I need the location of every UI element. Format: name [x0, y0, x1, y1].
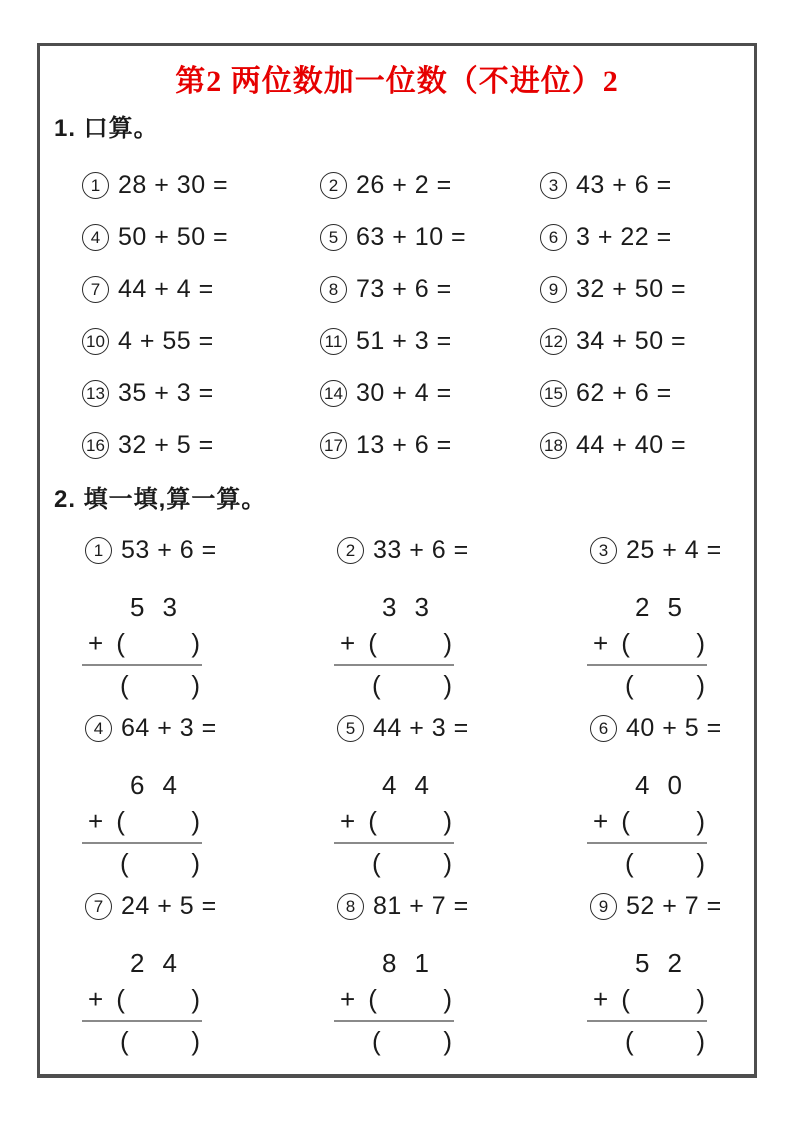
fill-problem: [337, 535, 590, 713]
problem-number-circle: 18: [540, 432, 567, 459]
answer-blank-row: [372, 669, 452, 701]
fill-problems-grid: [85, 535, 754, 1069]
problem-number-circle: 10: [82, 328, 109, 355]
ones-digit: 0: [667, 770, 682, 800]
tens-digit: 3: [382, 592, 397, 622]
addend-digits: [88, 770, 200, 800]
vertical-addition-block: [340, 770, 452, 879]
close-paren: ): [191, 628, 200, 658]
addend-digits: [88, 948, 200, 978]
close-paren: ): [443, 628, 452, 658]
problem-number-circle: 3: [540, 172, 567, 199]
fill-problem-equation: [590, 535, 754, 565]
plus-blank-row: [340, 984, 452, 1014]
close-paren: ): [191, 670, 200, 700]
problem-number-circle: 3: [590, 537, 617, 564]
section1-heading: 1. 口算。: [54, 115, 159, 142]
problem-expression: 44 + 4 =: [118, 274, 214, 303]
problem-expression: 73 + 6 =: [356, 274, 452, 303]
problem-number-circle: 2: [320, 172, 347, 199]
fill-problem: [85, 535, 337, 713]
ones-digit: 4: [162, 770, 177, 800]
sum-rule-line: [334, 664, 454, 666]
fill-problem-equation: [590, 713, 754, 743]
fill-problem: [590, 891, 754, 1069]
close-paren: ): [696, 848, 705, 878]
close-paren: ): [443, 670, 452, 700]
page-title: 第2 两位数加一位数（不进位）2: [175, 65, 619, 98]
oral-problem: [540, 159, 754, 211]
problem-number-circle: 13: [82, 380, 109, 407]
plus-blank-row: [593, 984, 705, 1014]
plus-sign: +: [340, 628, 356, 658]
fill-problem: [85, 891, 337, 1069]
open-paren: (: [372, 670, 381, 700]
ones-digit: 4: [162, 948, 177, 978]
problem-number-circle: 5: [320, 224, 347, 251]
fill-problem: [590, 713, 754, 891]
problem-expression: 51 + 3 =: [356, 326, 452, 355]
open-paren: (: [625, 670, 634, 700]
plus-sign: +: [88, 806, 104, 836]
oral-problem: [540, 315, 754, 367]
plus-blank-row: [340, 806, 452, 836]
tens-digit: 4: [382, 770, 397, 800]
open-paren: (: [116, 806, 125, 836]
open-paren: (: [621, 984, 630, 1014]
ones-digit: 4: [414, 770, 429, 800]
plus-blank-row: [593, 628, 705, 658]
open-paren: (: [368, 806, 377, 836]
plus-blank-row: [88, 984, 200, 1014]
answer-blank-row: [372, 847, 452, 879]
sum-rule-line: [82, 842, 202, 844]
sum-rule-line: [82, 1020, 202, 1022]
vertical-addition-block: [88, 770, 200, 879]
addend-digits: [340, 948, 452, 978]
sum-rule-line: [587, 664, 707, 666]
addend-digits: [88, 592, 200, 622]
problem-expression: 32 + 5 =: [118, 430, 214, 459]
problem-number-circle: 12: [540, 328, 567, 355]
vertical-addition-block: [593, 592, 705, 701]
tens-digit: 4: [635, 770, 650, 800]
problem-expression: 44 + 3 =: [373, 713, 469, 742]
fill-problem-equation: [337, 713, 590, 743]
answer-blank-row: [372, 1025, 452, 1057]
tens-digit: 6: [130, 770, 145, 800]
tens-digit: 8: [382, 948, 397, 978]
oral-problem: [82, 315, 320, 367]
problem-expression: 81 + 7 =: [373, 891, 469, 920]
addend-digits: [593, 770, 705, 800]
problem-expression: 50 + 50 =: [118, 222, 229, 251]
open-paren: (: [625, 1026, 634, 1056]
oral-problem: [82, 159, 320, 211]
problem-expression: 53 + 6 =: [121, 535, 217, 564]
section2-heading: 2. 填一填,算一算。: [54, 486, 267, 513]
sum-rule-line: [587, 1020, 707, 1022]
open-paren: (: [372, 1026, 381, 1056]
open-paren: (: [120, 670, 129, 700]
tens-digit: 2: [635, 592, 650, 622]
plus-sign: +: [88, 628, 104, 658]
close-paren: ): [696, 806, 705, 836]
problem-number-circle: 8: [320, 276, 347, 303]
open-paren: (: [368, 984, 377, 1014]
vertical-addition-block: [88, 948, 200, 1057]
problem-number-circle: 9: [590, 893, 617, 920]
fill-problem-equation: [590, 891, 754, 921]
oral-problem: [320, 419, 540, 471]
oral-problem: [540, 263, 754, 315]
fill-problem: [337, 891, 590, 1069]
close-paren: ): [696, 628, 705, 658]
problem-expression: 40 + 5 =: [626, 713, 722, 742]
problem-expression: 63 + 10 =: [356, 222, 467, 251]
ones-digit: 3: [414, 592, 429, 622]
problem-number-circle: 17: [320, 432, 347, 459]
vertical-addition-block: [88, 592, 200, 701]
problem-number-circle: 8: [337, 893, 364, 920]
plus-blank-row: [88, 628, 200, 658]
ones-digit: 5: [667, 592, 682, 622]
addend-digits: [593, 592, 705, 622]
vertical-addition-block: [340, 592, 452, 701]
problem-expression: 30 + 4 =: [356, 378, 452, 407]
addend-digits: [340, 592, 452, 622]
addend-digits: [593, 948, 705, 978]
oral-problem: [320, 315, 540, 367]
open-paren: (: [120, 848, 129, 878]
fill-problem-equation: [85, 891, 337, 921]
worksheet-border-frame: [37, 43, 757, 1078]
fill-problem-equation: [85, 535, 337, 565]
close-paren: ): [191, 806, 200, 836]
plus-blank-row: [593, 806, 705, 836]
answer-blank-row: [120, 847, 200, 879]
close-paren: ): [191, 848, 200, 878]
problem-expression: 43 + 6 =: [576, 170, 672, 199]
oral-problems-grid: [82, 159, 754, 471]
oral-problem: [82, 263, 320, 315]
addend-digits: [340, 770, 452, 800]
plus-blank-row: [340, 628, 452, 658]
problem-expression: 26 + 2 =: [356, 170, 452, 199]
problem-number-circle: 4: [82, 224, 109, 251]
fill-problem: [85, 713, 337, 891]
problem-number-circle: 1: [85, 537, 112, 564]
open-paren: (: [625, 848, 634, 878]
tens-digit: 5: [635, 948, 650, 978]
problem-expression: 24 + 5 =: [121, 891, 217, 920]
plus-sign: +: [593, 806, 609, 836]
ones-digit: 2: [667, 948, 682, 978]
problem-number-circle: 7: [85, 893, 112, 920]
problem-expression: 32 + 50 =: [576, 274, 687, 303]
close-paren: ): [696, 984, 705, 1014]
close-paren: ): [191, 1026, 200, 1056]
answer-blank-row: [120, 1025, 200, 1057]
vertical-addition-block: [340, 948, 452, 1057]
problem-number-circle: 16: [82, 432, 109, 459]
plus-blank-row: [88, 806, 200, 836]
problem-number-circle: 14: [320, 380, 347, 407]
oral-problem: [82, 367, 320, 419]
oral-problem: [82, 211, 320, 263]
answer-blank-row: [120, 669, 200, 701]
problem-expression: 64 + 3 =: [121, 713, 217, 742]
sum-rule-line: [334, 1020, 454, 1022]
plus-sign: +: [340, 806, 356, 836]
close-paren: ): [696, 1026, 705, 1056]
open-paren: (: [621, 628, 630, 658]
problem-expression: 13 + 6 =: [356, 430, 452, 459]
tens-digit: 5: [130, 592, 145, 622]
problem-expression: 4 + 55 =: [118, 326, 214, 355]
problem-expression: 34 + 50 =: [576, 326, 687, 355]
problem-number-circle: 11: [320, 328, 347, 355]
plus-sign: +: [593, 984, 609, 1014]
oral-problem: [540, 367, 754, 419]
problem-expression: 35 + 3 =: [118, 378, 214, 407]
oral-problem: [320, 263, 540, 315]
problem-number-circle: 2: [337, 537, 364, 564]
fill-problem-equation: [337, 535, 590, 565]
vertical-addition-block: [593, 770, 705, 879]
open-paren: (: [116, 628, 125, 658]
answer-blank-row: [625, 669, 705, 701]
problem-number-circle: 5: [337, 715, 364, 742]
answer-blank-row: [625, 1025, 705, 1057]
oral-problem: [320, 159, 540, 211]
problem-number-circle: 7: [82, 276, 109, 303]
oral-problem: [540, 419, 754, 471]
answer-blank-row: [625, 847, 705, 879]
problem-expression: 3 + 22 =: [576, 222, 672, 251]
problem-number-circle: 15: [540, 380, 567, 407]
open-paren: (: [120, 1026, 129, 1056]
tens-digit: 2: [130, 948, 145, 978]
problem-expression: 33 + 6 =: [373, 535, 469, 564]
sum-rule-line: [587, 842, 707, 844]
problem-number-circle: 6: [590, 715, 617, 742]
open-paren: (: [372, 848, 381, 878]
fill-problem-equation: [85, 713, 337, 743]
open-paren: (: [621, 806, 630, 836]
ones-digit: 1: [414, 948, 429, 978]
oral-problem: [82, 419, 320, 471]
close-paren: ): [191, 984, 200, 1014]
plus-sign: +: [340, 984, 356, 1014]
problem-expression: 62 + 6 =: [576, 378, 672, 407]
problem-expression: 44 + 40 =: [576, 430, 687, 459]
fill-problem: [590, 535, 754, 713]
problem-expression: 52 + 7 =: [626, 891, 722, 920]
oral-problem: [320, 367, 540, 419]
close-paren: ): [443, 806, 452, 836]
open-paren: (: [368, 628, 377, 658]
problem-expression: 28 + 30 =: [118, 170, 229, 199]
sum-rule-line: [334, 842, 454, 844]
problem-number-circle: 6: [540, 224, 567, 251]
plus-sign: +: [593, 628, 609, 658]
close-paren: ): [443, 1026, 452, 1056]
sum-rule-line: [82, 664, 202, 666]
problem-expression: 25 + 4 =: [626, 535, 722, 564]
fill-problem-equation: [337, 891, 590, 921]
problem-number-circle: 9: [540, 276, 567, 303]
ones-digit: 3: [162, 592, 177, 622]
oral-problem: [320, 211, 540, 263]
plus-sign: +: [88, 984, 104, 1014]
oral-problem: [540, 211, 754, 263]
close-paren: ): [696, 670, 705, 700]
problem-number-circle: 4: [85, 715, 112, 742]
open-paren: (: [116, 984, 125, 1014]
vertical-addition-block: [593, 948, 705, 1057]
close-paren: ): [443, 848, 452, 878]
close-paren: ): [443, 984, 452, 1014]
problem-number-circle: 1: [82, 172, 109, 199]
fill-problem: [337, 713, 590, 891]
